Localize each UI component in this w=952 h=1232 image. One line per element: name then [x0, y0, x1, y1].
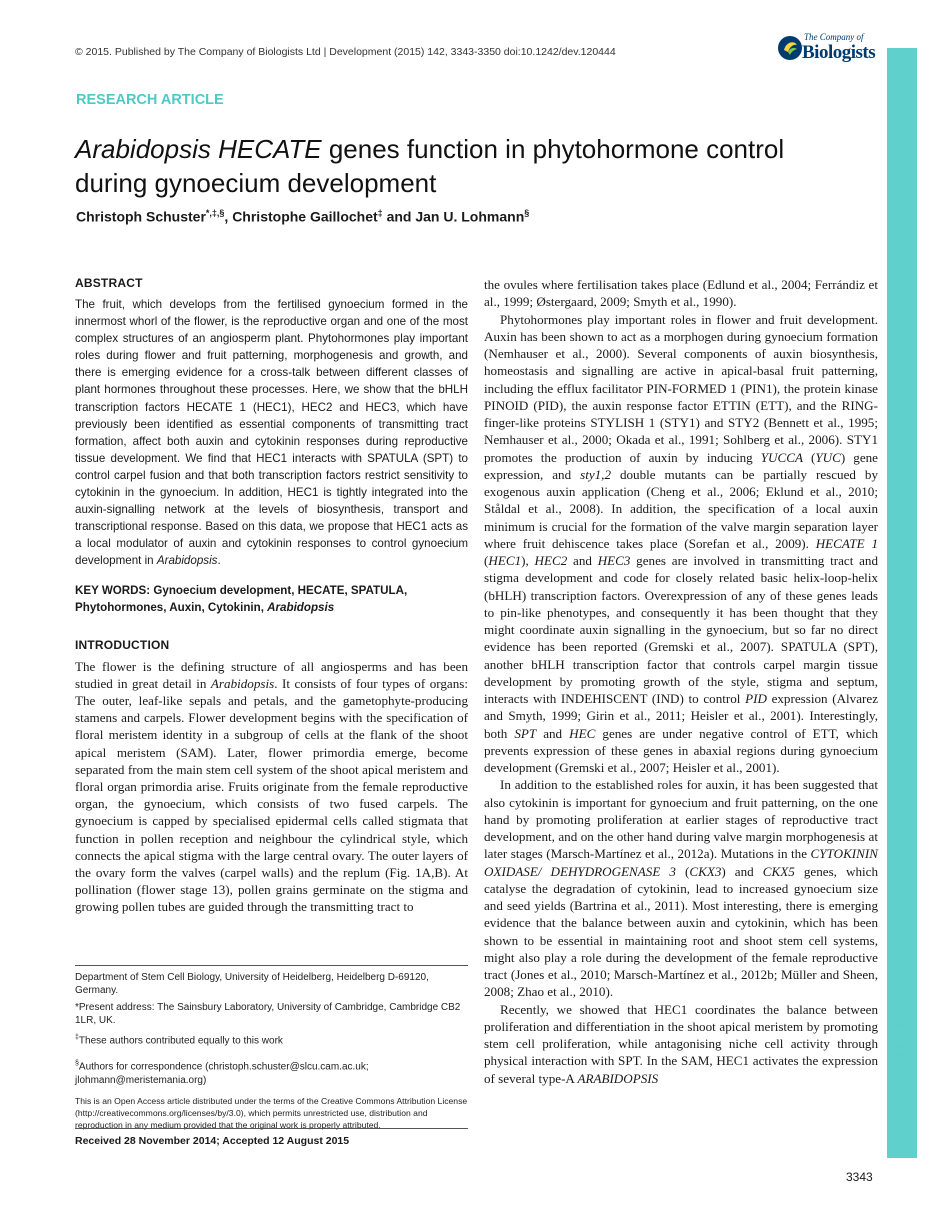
footnote-equal-mark: ‡: [75, 1034, 79, 1041]
p2-hec1: HECATE 1: [815, 535, 878, 551]
footnote-corr-mark: §: [75, 1060, 79, 1068]
logo-text-the: The Company of: [804, 32, 864, 42]
footnote-present-address: *Present address: The Sainsbury Laboratory, University of Cambridge, Cambridge CB2 1LR, UK.: [75, 1002, 461, 1026]
p2-text-g: and: [567, 553, 598, 568]
footnote-license: This is an Open Access article distributed under the terms of the Creative Commons Attribution License (http://creativecommons.org/licenses/by/3.0), which permits unrestricted use, distribution and reproduction in any medium provided that the original work is properly attributed.: [75, 1095, 468, 1130]
p2-text-b: (: [802, 449, 816, 465]
abstract-heading: ABSTRACT: [75, 276, 143, 290]
p2-spt: SPT: [514, 725, 537, 741]
footnote-equal-text: These authors contributed equally to this work: [78, 1035, 283, 1047]
title-rest: genes function in phytohormone control: [321, 134, 785, 164]
p2-hec3: HEC3: [597, 553, 631, 568]
p2-yucca: YUCCA: [760, 449, 803, 465]
right-para-3: [484, 776, 878, 1000]
right-para-1: the ovules where fertilisation takes place (Edlund et al., 2004; Ferrándiz et al., 1999; Østergaard, 2009; Smyth et al., 1990).: [484, 277, 878, 310]
footnote-equal: [75, 1031, 468, 1047]
intro-text-1: The flower is the defining structure of all angiosperms and has been studied in great detail in: [75, 658, 468, 691]
author-list: [76, 208, 529, 225]
abstract-text: The fruit, which develops from the fertilised gynoecium formed in the innermost whorl of the flower, is the reproductive organ and one of the most complex structures of an angiosperm plant. Phytohormones play important roles during flower and fruit patterning, morphogenesis and growth, and there is emerging evidence for a cross-talk between different classes of plant hormones throughout these processes. Here, we show that the bHLH transcription factors HECATE 1 (HEC1), HEC2 and HEC3, which have previously been identified as essential components of transmitting tract formation, affect both auxin and cytokinin responses during reproductive tissue development. We find that HEC1 interacts with SPATULA (SPT) to control carpel fusion and that both transcription factors restrict sensitivity to cytokinin in the gynoecium. In addition, HEC1 is tightly integrated into the auxin-signalling network at the levels of biosynthesis, transport and transcriptional response. Based on this data, we propose that HEC1 acts as a local modulator of auxin and cytokinin responses to control gynoecium development in: [75, 298, 468, 568]
keywords-italic: Arabidopsis: [267, 600, 335, 614]
logo-mark-icon: [776, 34, 804, 62]
footnotes: [75, 965, 468, 1135]
introduction-body: [75, 658, 468, 916]
author-1-affil: *,‡,§: [205, 208, 225, 218]
author-3-affil: §: [524, 208, 530, 218]
footnote-department: Department of Stem Cell Biology, University of Heidelberg, Heidelberg D-69120, Germany.: [75, 972, 429, 996]
p4-text-a: Recently, we showed that HEC1 coordinates the balance between proliferation and differentiation in the shoot apical meristem by promoting stem cell proliferation, while antagonising niche cell activity through physical interaction with SPT. In the SAM, HEC1 activates the expression of several type-A: [484, 1001, 878, 1086]
p2-text-a: Phytohormones play important roles in flower and fruit development. Auxin has been shown to act as a morphogen during gynoecium formation (Nemhauser et al., 2000). Several components of auxin biosynthesis, homeostasis and signalling are active in apical-basal fruit patterning, including the efflux facilitator PIN-FORMED 1 (PIN1), the protein kinase PINOID (PID), the auxin response factor ETTIN (ETT), and the RING-finger-like proteins STYLISH 1 (STY1) and STY2 (Bennett et al., 1995; Nemhauser et al., 2000; Okada et al., 1991; Sohlberg et al., 2006). STY1 promotes the production of auxin by inducing: [484, 311, 878, 465]
received-accepted: Received 28 November 2014; Accepted 12 August 2015: [75, 1128, 468, 1147]
introduction-heading: INTRODUCTION: [75, 637, 170, 652]
page-number: 3343: [846, 1170, 873, 1184]
p2-text-e: (: [484, 553, 489, 568]
p3-text-d: genes, which catalyse the degradation of cytokinin, lead to increased gynoecium size and seed yields (Bartrina et al., 2011). Most interesting, there is emerging evidence that the balance between auxin and cytokinin, which has been shown to be essential in maintaining root and shoot stem cell systems, might also play a role during the development of the female reproductive tract (Jones et al., 2010; Marsch-Martínez et al., 2012b; Müller and Sheen, 2008; Zhao et al., 2010).: [484, 863, 878, 1000]
keywords-text: KEY WORDS: Gynoecium development, HECATE, SPATULA, Phytohormones, Auxin, Cytokinin,: [75, 583, 408, 614]
p4-arabidopsis: ARABIDOPSIS: [577, 1070, 659, 1086]
p2-text-c: ) gene expression, and: [484, 449, 878, 482]
left-column: [75, 276, 468, 916]
p2-hec2: HEC2: [534, 553, 568, 568]
title-line2: during gynoecium development: [75, 168, 437, 198]
p2-pid: PID: [745, 691, 767, 706]
p2-text-d: double mutants can be partially rescued by exogenous auxin application (Cheng et al., 2006; Eklund et al., 2010; Ståldal et al., 2008). In addition, the specification of a local auxin minimum is crucial for the formation of the valve margin separation layer where fruit dehiscence takes place (Sorefan et al., 2009).: [484, 466, 879, 551]
side-band: [887, 48, 917, 1158]
p2-yuc: YUC: [815, 449, 841, 465]
p2-text-k: genes are under negative control of ETT, which prevents expression of these genes in abaxial regions during gynoecium development (Gremski et al., 2007; Heisler et al., 2001).: [484, 725, 878, 775]
abstract-italic: Arabidopsis: [156, 554, 218, 568]
logo-text-biologists: Biologists: [802, 42, 876, 63]
citation-header: © 2015. Published by The Company of Biologists Ltd | Development (2015) 142, 3343-3350 doi:10.1242/dev.120444: [75, 46, 616, 58]
right-para-2: [484, 311, 878, 777]
intro-italic-1: Arabidopsis: [210, 675, 275, 691]
abstract-end: .: [217, 554, 221, 568]
author-2-affil: ‡: [377, 208, 383, 218]
side-band-label: DEVELOPMENT: [891, 1000, 908, 1152]
p3-text-b: (: [675, 863, 690, 879]
author-3: and Jan U. Lohmann: [382, 208, 525, 225]
title-italic: Arabidopsis HECATE: [75, 134, 322, 164]
p2-text-j: and: [536, 725, 570, 741]
p2-hec: HEC: [569, 725, 596, 741]
footnote-correspondence: [75, 1057, 468, 1086]
footnote-corr-text: Authors for correspondence (christoph.schuster@slcu.cam.ac.uk; jlohmann@meristemania.org): [75, 1061, 369, 1086]
author-2: , Christophe Gaillochet: [224, 208, 378, 225]
p3-text-a: In addition to the established roles for auxin, it has been suggested that also cytokinin is important for gynoecium and fruit patterning, on the one hand by promoting proliferation at earlier stages of reproductive tract development, and on the other hand during valve margin morphogenesis at later stages (Marsch-Martínez et al., 2012a). Mutations in the: [484, 777, 878, 862]
keywords: [75, 582, 468, 616]
p2-text-f: ),: [521, 553, 535, 568]
article-title: [75, 132, 875, 200]
right-para-4: [484, 1001, 878, 1087]
p3-text-c: ) and: [721, 863, 763, 879]
p3-ckx3: CKX3: [689, 863, 722, 879]
author-1: Christoph Schuster: [76, 208, 206, 225]
right-column: [484, 276, 878, 1087]
p2-text-h: genes are involved in transmitting tract and stigma development and code for closely related basic helix-loop-helix (bHLH) transcription factors. Overexpression of any of these genes leads to pin-like phenotypes, and consequently it has been thought that they might coordinate auxin signalling in the gynoecium, but so far no direct evidence has been reported (Gremski et al., 2007). SPATULA (SPT), another bHLH transcription factor that controls carpel margin tissue development by promoting growth of the style, stigma and septum, interacts with INDEHISCENT (IND) to control: [484, 553, 878, 706]
p2-hec1b: HEC1: [488, 553, 522, 568]
p3-ckx5: CKX5: [762, 863, 795, 879]
abstract-body: [75, 296, 468, 570]
intro-text-2: . It consists of four types of organs: The outer, leaf-like sepals and petals, and the gametophyte-producing stamens and carpels. Flower development begins with the specification of floral meristem identity in a subgroup of cells at the flank of the shoot apical meristem (SAM). Later, flower primordia emerge, become separated from the main stem cell system of the shoot apical meristem and floral organ primordia arise. Fruits originate from the female reproductive organ, the gynoecium, which consists of two fused carpels. The gynoecium is capped by specialised epidermal cells called stigmata that function in pollen reception and neighbour the cylindrical style, which connects the apical stigma with the large central ovary. The outer layers of the ovary form the valves (carpel walls) and the replum (Fig. 1A,B). At pollination (flower stage 13), pollen grains germinate on the stigma and growing pollen tubes are guided through the transmitting tract to: [75, 675, 468, 915]
p2-sty: sty1,2: [580, 466, 612, 482]
p3-ckx: CYTOKININ OXIDASE/ DEHYDROGENASE 3: [484, 846, 878, 879]
company-of-biologists-logo: [776, 30, 880, 66]
article-type: RESEARCH ARTICLE: [76, 92, 224, 108]
p2-text-i: expression (Alvarez and Smyth, 1999; Girin et al., 2011; Heisler et al., 2001). Interestingly, both: [484, 691, 879, 741]
